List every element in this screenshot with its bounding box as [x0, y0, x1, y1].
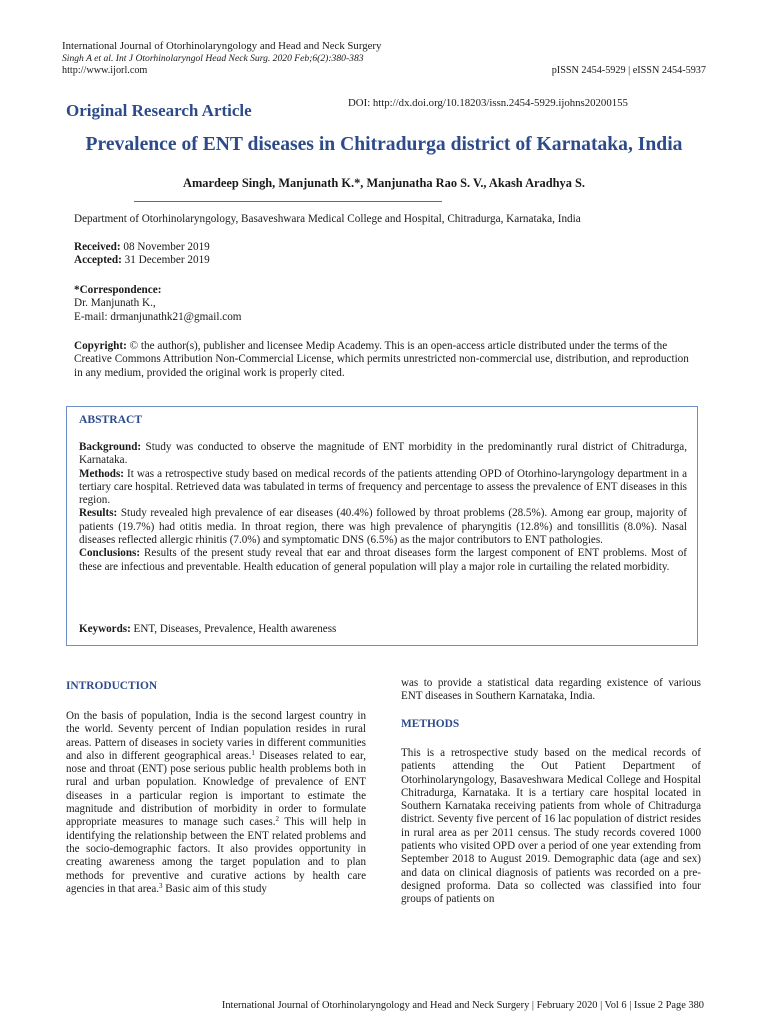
received-date: 08 November 2019 [123, 241, 210, 253]
doi-link[interactable]: DOI: http://dx.doi.org/10.18203/issn.2454-5929.ijohns20200155 [348, 97, 628, 109]
introduction-text: On the basis of population, India is the second largest country in the world. Seventy percent of Indian population resides in rural areas. Pattern of diseases in society varies in different communities and also in different geographical areas.$^1$ Diseases related to ear, nose and throat (ENT) pose serious public health problems both in rural and urban population. Knowledge of prevalence of ENT diseases in a particular region is important to estimate the magnitude and distribution of morbidity in order to formulate appropriate measures to manage such cases.$^2$ This will help in identifying the relationship between the ENT related problems and the socio-demographic factors. It also provides opportunity in creating awareness among the target population and to plan methods for preventive and curative actions by health care agencies in that area.$^3$ Basic aim of this study [66, 710, 367, 895]
abstract-keywords: Keywords: ENT, Diseases, Prevalence, Health awareness [79, 623, 337, 635]
author-list: Amardeep Singh, Manjunath K.*, Manjunatha Rao S. V., Akash Aradhya S. [183, 176, 585, 190]
abstract-heading: ABSTRACT [79, 413, 143, 426]
introduction-heading: INTRODUCTION [66, 680, 158, 692]
correspondence-label: *Correspondence: [74, 284, 162, 296]
page-footer: International Journal of Otorhinolaryngology and Head and Neck Surgery | February 2020 | Vol 6 | Issue 2 Page 380 [221, 1000, 704, 1011]
copyright-notice [74, 340, 696, 380]
abstract-body [79, 441, 687, 574]
accepted-date: 31 December 2019 [124, 254, 210, 267]
ref-1[interactable]: 1 [251, 748, 255, 757]
received-line [74, 241, 210, 254]
methods-heading: METHODS [401, 718, 460, 730]
accepted-line [74, 254, 210, 267]
ref-3[interactable]: 3 [159, 881, 163, 890]
abstract-background: Background: Study was conducted to observe the magnitude of ENT morbidity in the predominantly rural district of Chitradurga, Karnataka. [79, 441, 687, 467]
introduction-continued: was to provide a statistical data regarding existence of various ENT diseases in Southern Karnataka, India. [401, 677, 701, 703]
ref-2[interactable]: 2 [275, 815, 280, 824]
issn: pISSN 2454-5929 | eISSN 2454-5937 [551, 65, 706, 76]
received-label: Received: [74, 241, 121, 253]
methods-text: This is a retrospective study based on the medical records of patients attending the Out Patient Department of Otorhinolaryngology, Basaveshwara Medical College and Hospital Chitradurga, Karnataka. It is a tertiary care hospital located in Southern Karnataka receiving patients from whole of Chitradurga district. Seventy five percent of 16 lac population of district resides in rural area as per 2011 census. The study records covered 1000 patients who visited OPD over a period of one year extending from September 2018 to August 2019. Demographic data (age and sex) and data on clinical diagnosis of patients was recorded on a pre-designed proforma. Data so collected was classified into four groups of patients on [401, 747, 701, 906]
article-dates [74, 241, 210, 268]
abstract-methods: Methods: It was a retrospective study based on medical records of the patients attending OPD of Otorhino-laryngology department in a tertiary care hospital. Retrieved data was tabulated in terms of frequency and percentage to assess the prevalence of ENT diseases in this region. [79, 467, 687, 507]
abstract-conclusions: Conclusions: Results of the present study reveal that ear and throat diseases form the largest component of ENT problems. Most of these are infectious and preventable. Health education of general population will play a major role in curtailing the related morbidity. [79, 547, 687, 573]
journal-name: International Journal of Otorhinolaryngology and Head and Neck Surgery [62, 40, 382, 52]
correspondence [74, 284, 242, 324]
citation: Singh A et al. Int J Otorhinolaryngol Head Neck Surg. 2020 Feb;6(2):380-383 [62, 53, 364, 64]
accepted-label: Accepted: [74, 254, 122, 267]
abstract-box [66, 406, 698, 646]
copyright-text: © the author(s), publisher and licensee Medip Academy. This is an open-access article distributed under the terms of the Creative Commons Attribution Non-Commercial License, which permits unrestricted non-commercial use, distribution, and reproduction in any medium, provided the original work is properly cited. [74, 340, 689, 379]
author-divider [134, 201, 442, 202]
article-title: Prevalence of ENT diseases in Chitradurga district of Karnataka, India [85, 134, 683, 155]
journal-url[interactable]: http://www.ijorl.com [62, 65, 148, 76]
correspondent-name: Dr. Manjunath K., [74, 297, 156, 310]
copyright-label: Copyright: [74, 340, 127, 352]
abstract-results: Results: Study revealed high prevalence of ear diseases (40.4%) followed by throat problems (28.5%). Among ear group, majority of patients (19.7%) had otitis media. In throat region, there was high prevalence of pharyngitis (12.8%) and tonsillitis (8.0%). Nasal diseases reflected allergic rhinitis (7.0%) and symptomatic DNS (6.5%) as the major contributors to ENT pathologies. [79, 507, 687, 547]
correspondent-email[interactable]: E-mail: drmanjunathk21@gmail.com [74, 310, 242, 323]
article-type: Original Research Article [66, 101, 252, 120]
affiliation: Department of Otorhinolaryngology, Basaveshwara Medical College and Hospital, Chitradurga, Karnataka, India [74, 213, 581, 225]
